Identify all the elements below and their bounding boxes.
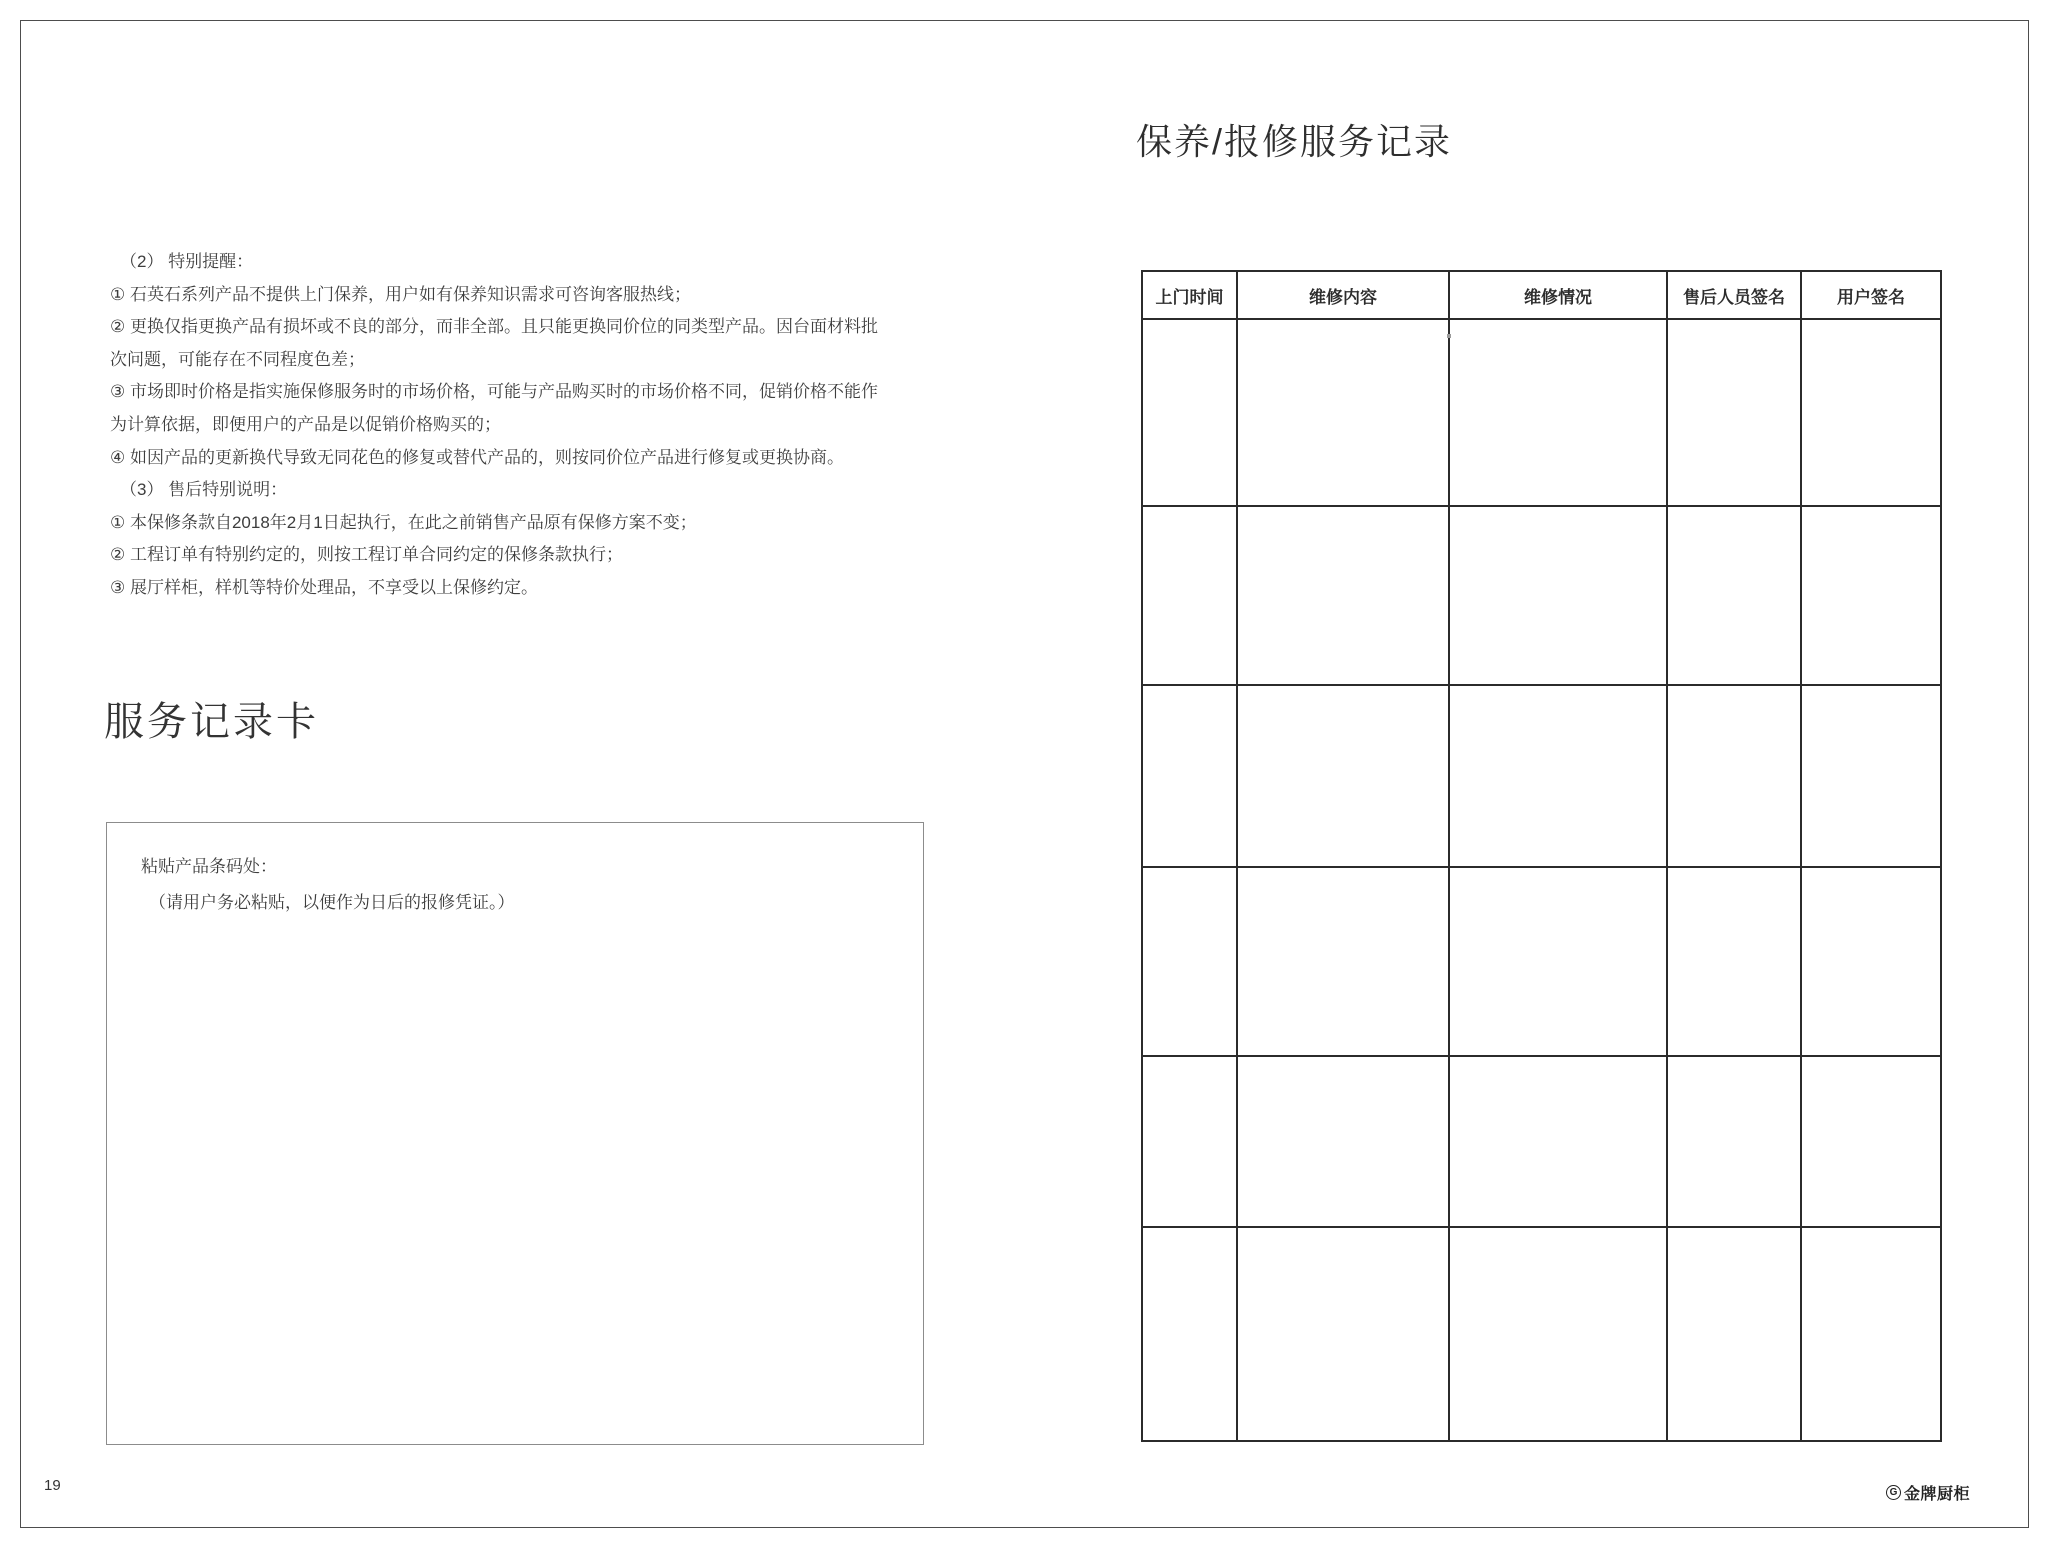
note-line: ③ 展厅样柜，样机等特价处理品，不享受以上保修约定。	[110, 577, 538, 597]
table-cell	[1667, 867, 1801, 1056]
table-cell	[1667, 685, 1801, 867]
brand-logo-letter: G	[1889, 1486, 1898, 1498]
table-cell	[1449, 319, 1667, 506]
table-cell	[1142, 867, 1237, 1056]
table-header-cell: 维修内容	[1237, 271, 1449, 319]
table-cell	[1667, 1056, 1801, 1227]
table-cell	[1667, 319, 1801, 506]
note-line: 次问题，可能存在不同程度色差；	[110, 349, 365, 369]
table-row	[1142, 685, 1941, 867]
table-header-cell: 维修情况	[1449, 271, 1667, 319]
note-line: （3） 售后特别说明：	[120, 480, 288, 500]
table-cell	[1449, 685, 1667, 867]
table-cell	[1449, 1056, 1667, 1227]
table-cell	[1237, 1056, 1449, 1227]
stray-mark	[1447, 334, 1451, 338]
note-line: ③ 市场即时价格是指实施保修服务时的市场价格，可能与产品购买时的市场价格不同，促销价格不能作	[110, 382, 878, 402]
table-header-row	[1142, 271, 1941, 319]
note-line: ④ 如因产品的更新换代导致无同花色的修复或替代产品的，则按同价位产品进行修复或更换协商。	[110, 447, 844, 467]
table-row	[1142, 867, 1941, 1056]
table-cell	[1801, 867, 1941, 1056]
table-cell	[1142, 1227, 1237, 1441]
table-cell	[1449, 1227, 1667, 1441]
record-title: 保养/报修服务记录	[1136, 121, 1453, 162]
table-cell	[1667, 506, 1801, 685]
table-row	[1142, 1227, 1941, 1441]
table-cell	[1142, 319, 1237, 506]
note-line: ① 本保修条款自2018年2月1日起执行，在此之前销售产品原有保修方案不变；	[110, 512, 697, 532]
table-cell	[1801, 319, 1941, 506]
table-cell	[1449, 867, 1667, 1056]
barcode-box-note: （请用户务必粘贴，以便作为日后的报修凭证。）	[149, 893, 515, 912]
brand-logo-icon	[1886, 1485, 1901, 1500]
table-cell	[1449, 506, 1667, 685]
table-cell	[1237, 867, 1449, 1056]
table-cell	[1237, 319, 1449, 506]
brand-logo	[1886, 1481, 1970, 1504]
table-row	[1142, 506, 1941, 685]
table-cell	[1142, 1056, 1237, 1227]
table-cell	[1237, 1227, 1449, 1441]
table-cell	[1142, 506, 1237, 685]
page-number: 19	[44, 1477, 61, 1494]
note-line: ① 石英石系列产品不提供上门保养，用户如有保养知识需求可咨询客服热线；	[110, 284, 691, 304]
note-line: 为计算依据，即便用户的产品是以促销价格购买的；	[110, 414, 501, 434]
table-cell	[1801, 506, 1941, 685]
table-header-cell: 上门时间	[1142, 271, 1237, 319]
note-line: （2） 特别提醒：	[120, 252, 254, 271]
table-cell	[1801, 685, 1941, 867]
table-row	[1142, 319, 1941, 506]
brand-logo-text: 金牌厨柜	[1904, 1486, 1971, 1503]
note-line: ② 工程订单有特别约定的，则按工程订单合同约定的保修条款执行；	[110, 545, 623, 565]
table-header-cell: 售后人员签名	[1667, 271, 1801, 319]
table-cell	[1801, 1056, 1941, 1227]
table-cell	[1801, 1227, 1941, 1441]
table-cell	[1237, 685, 1449, 867]
table-cell	[1237, 506, 1449, 685]
table-header-cell: 用户签名	[1801, 271, 1941, 319]
table-cell	[1142, 685, 1237, 867]
warranty-notes	[110, 246, 950, 605]
table-row	[1142, 1056, 1941, 1227]
barcode-box-label: 粘贴产品条码处：	[141, 857, 277, 876]
table-cell	[1667, 1227, 1801, 1441]
service-card-heading: 服务记录卡	[104, 700, 319, 744]
barcode-box	[106, 822, 924, 1445]
note-line: ② 更换仅指更换产品有损坏或不良的部分，而非全部。且只能更换同价位的同类型产品。因台面材料批	[110, 317, 878, 337]
service-record-table	[1141, 270, 1942, 1442]
